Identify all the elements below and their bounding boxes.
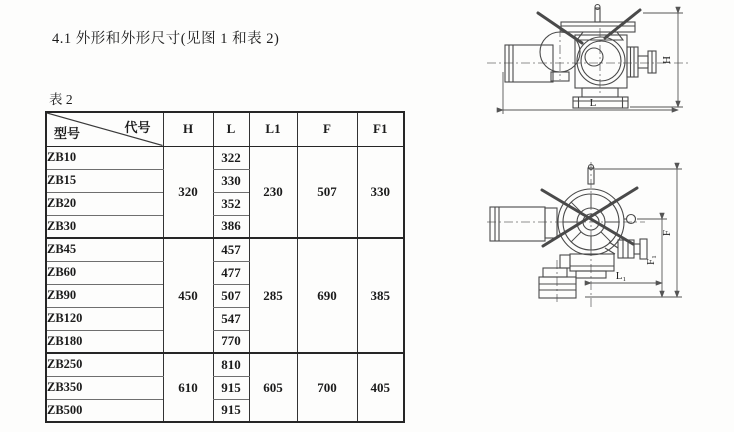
dim-label-l: L	[589, 97, 597, 109]
l-cell: 770	[213, 330, 249, 353]
l1-cell: 230	[249, 146, 297, 238]
l1-cell: 605	[249, 353, 297, 422]
col-header-h: H	[163, 112, 213, 146]
l-cell: 457	[213, 238, 249, 261]
table-header-row	[46, 112, 404, 146]
l-cell: 330	[213, 169, 249, 192]
dim-label-f1: F₁	[645, 255, 657, 265]
model-cell: ZB350	[46, 376, 163, 399]
col-header-f1: F1	[357, 112, 404, 146]
f-cell: 690	[297, 238, 357, 353]
dim-label-l1: L₁	[615, 270, 627, 282]
col-header-f: F	[297, 112, 357, 146]
f-cell: 700	[297, 353, 357, 422]
f1-cell: 405	[357, 353, 404, 422]
l-cell: 386	[213, 215, 249, 238]
corner-cell	[46, 112, 163, 146]
table-caption: 表 2	[49, 92, 73, 107]
table-row	[46, 146, 404, 169]
l-cell: 352	[213, 192, 249, 215]
model-cell: ZB20	[46, 192, 163, 215]
f-cell: 507	[297, 146, 357, 238]
dim-label-f: F	[661, 229, 673, 237]
l-cell: 507	[213, 284, 249, 307]
corner-label-code: 代号	[124, 120, 151, 135]
dim-label-h: H	[661, 56, 673, 64]
col-header-l: L	[213, 112, 249, 146]
l-cell: 477	[213, 261, 249, 284]
l-cell: 547	[213, 307, 249, 330]
col-header-l1: L1	[249, 112, 297, 146]
f1-cell: 330	[357, 146, 404, 238]
model-cell: ZB45	[46, 238, 163, 261]
h-cell: 610	[163, 353, 213, 422]
l-cell: 915	[213, 399, 249, 422]
model-cell: ZB60	[46, 261, 163, 284]
table-row	[46, 353, 404, 376]
h-cell: 320	[163, 146, 213, 238]
table-row	[46, 238, 404, 261]
l1-cell: 285	[249, 238, 297, 353]
h-cell: 450	[163, 238, 213, 353]
figure-front-view	[485, 0, 734, 135]
model-cell: ZB90	[46, 284, 163, 307]
f1-cell: 385	[357, 238, 404, 353]
l-cell: 322	[213, 146, 249, 169]
model-cell: ZB10	[46, 146, 163, 169]
model-cell: ZB120	[46, 307, 163, 330]
model-cell: ZB30	[46, 215, 163, 238]
l-cell: 810	[213, 353, 249, 376]
figure-side-view	[485, 160, 734, 315]
l-cell: 915	[213, 376, 249, 399]
model-cell: ZB180	[46, 330, 163, 353]
dimensions-table	[45, 111, 405, 423]
model-cell: ZB15	[46, 169, 163, 192]
corner-label-model: 型号	[54, 125, 81, 141]
section-heading: 4.1 外形和外形尺寸(见图 1 和表 2)	[52, 31, 280, 47]
model-cell: ZB250	[46, 353, 163, 376]
model-cell: ZB500	[46, 399, 163, 422]
